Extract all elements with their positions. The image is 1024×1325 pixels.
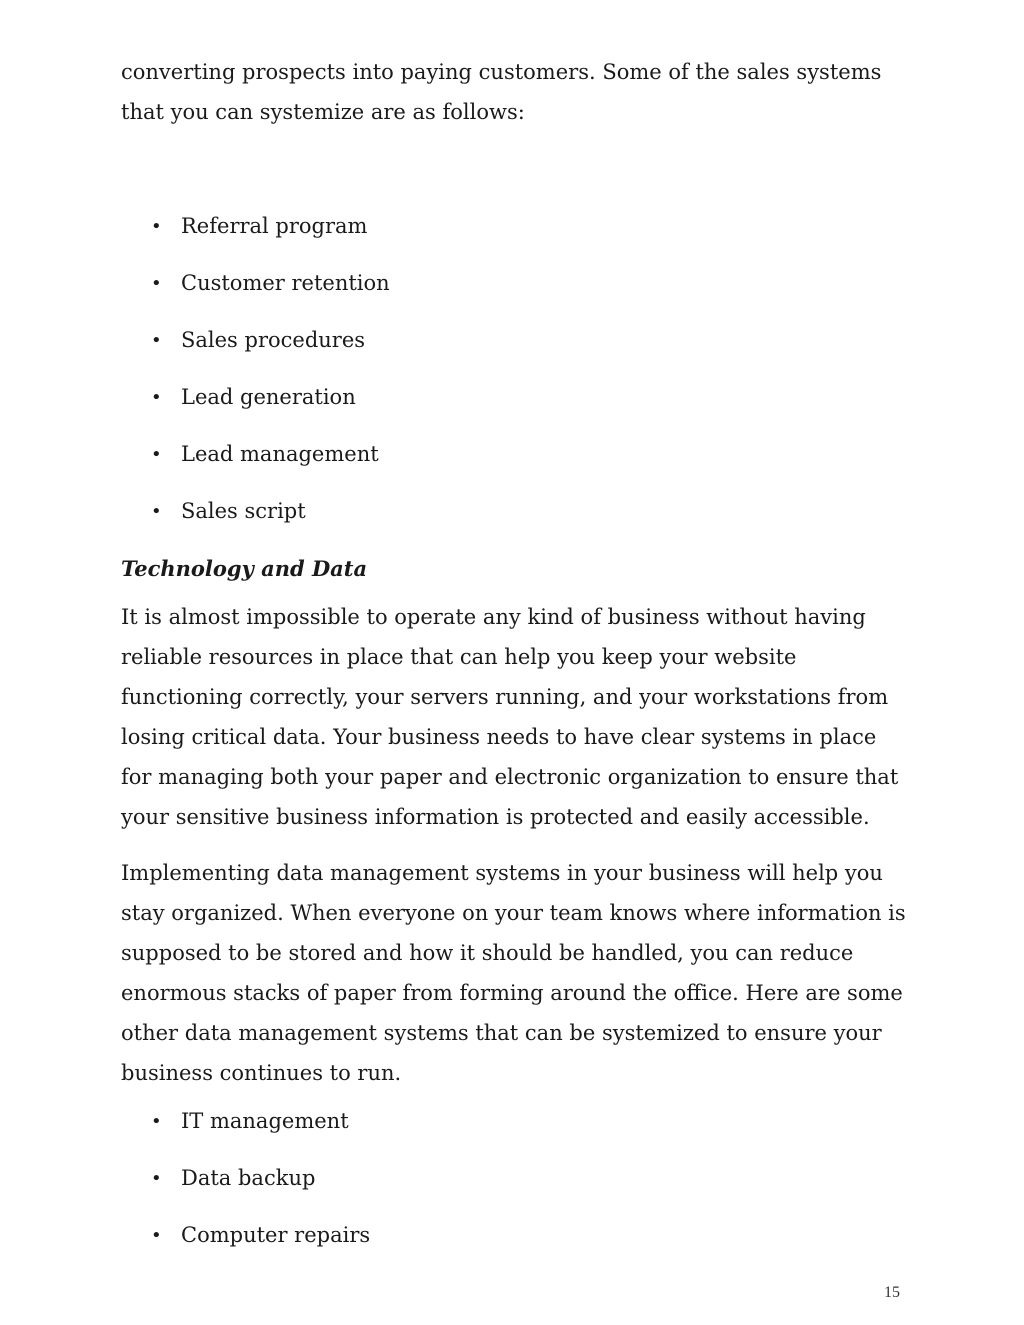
bullet-icon: •: [151, 1111, 162, 1132]
list-item-text: Computer repairs: [181, 1223, 371, 1247]
list-item: [121, 483, 911, 540]
sales-systems-list: [121, 198, 911, 540]
list-item-text: Customer retention: [181, 271, 390, 295]
bullet-icon: •: [151, 216, 162, 237]
bullet-icon: •: [151, 330, 162, 351]
list-item: [121, 312, 911, 369]
data-systems-list: [121, 1093, 911, 1264]
paragraph-data-management: Implementing data management systems in your business will help you stay organized. When everyone on your team knows where information is supposed to be stored and how it should be handled, you can reduce enormous stacks of paper from forming around the office. Here are some other data management systems that can be systemized to ensure your business continues to run.: [121, 861, 906, 1085]
bullet-icon: •: [151, 1168, 162, 1189]
intro-paragraph: converting prospects into paying customers. Some of the sales systems that you can systemize are as follows:: [121, 60, 882, 124]
list-item-text: Lead management: [181, 442, 379, 466]
list-item: [121, 369, 911, 426]
page-number: 15: [884, 1284, 900, 1301]
bullet-icon: •: [151, 501, 162, 522]
bullet-icon: •: [151, 444, 162, 465]
bullet-icon: •: [151, 1225, 162, 1246]
spacer: [121, 837, 911, 853]
bullet-icon: •: [151, 273, 162, 294]
list-item-text: IT management: [181, 1109, 349, 1133]
list-item-text: Lead generation: [181, 385, 356, 409]
bullet-icon: •: [151, 387, 162, 408]
list-item-text: Referral program: [181, 214, 368, 238]
list-item-text: Data backup: [181, 1166, 316, 1190]
paragraph-technology: It is almost impossible to operate any kind of business without having reliable resources in place that can help you keep your website functioning correctly, your servers running, and your workstations from losing critical data. Your business needs to have clear systems in place for managing both your paper and electronic organization to ensure that your sensitive business information is protected and easily accessible.: [121, 605, 899, 829]
list-item: [121, 1207, 911, 1264]
spacer: [121, 132, 911, 198]
list-item-text: Sales procedures: [181, 328, 366, 352]
list-item: [121, 198, 911, 255]
document-page: [121, 52, 911, 1264]
section-heading: Technology and Data: [121, 556, 368, 581]
list-item: [121, 1093, 911, 1150]
list-item: [121, 426, 911, 483]
list-item: [121, 255, 911, 312]
list-item-text: Sales script: [181, 499, 306, 523]
list-item: [121, 1150, 911, 1207]
